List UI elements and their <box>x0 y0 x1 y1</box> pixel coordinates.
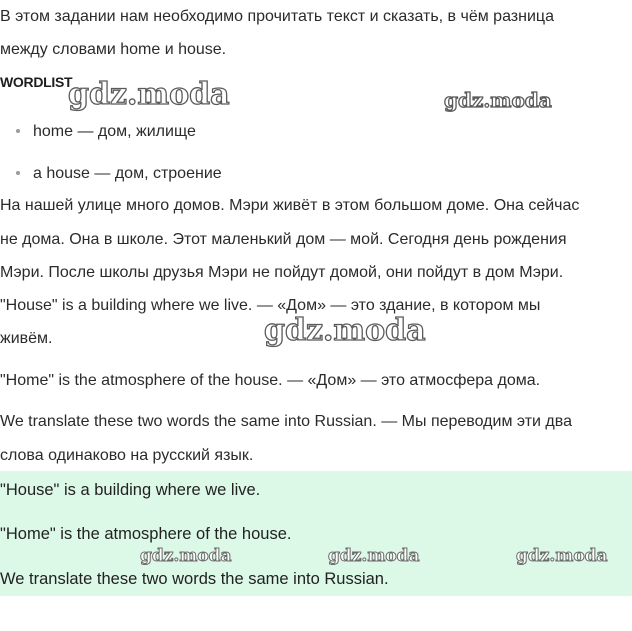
answer-line-1: "House" is a building where we live. <box>0 481 261 499</box>
translation-line-2: не дома. Она в школе. Этот маленький дом — мой. Сегодня день рождения <box>0 231 567 248</box>
wordlist-item-house: a house — дом, строение <box>33 165 222 182</box>
watermark-logo: gdz.moda <box>264 313 426 348</box>
wordlist-item-home: home — дом, жилище <box>33 123 196 140</box>
answer-line-2: "Home" is the atmosphere of the house. <box>0 525 292 543</box>
translation-line-8: слова одинаково на русский язык. <box>0 447 254 464</box>
translation-line-5: живём. <box>0 330 53 347</box>
list-item <box>16 164 222 184</box>
translation-line-4: "House" is a building where we live. — «Дом» — это здание, в котором мы <box>0 297 541 314</box>
watermark-logo: gdz.moda <box>516 546 608 566</box>
translation-line-3: Мэри. После школы друзья Мэри не пойдут домой, они пойдут в дом Мэри. <box>0 264 564 281</box>
watermark-logo: gdz.moda <box>444 88 552 112</box>
translation-line-7: We translate these two words the same into Russian. — Мы переводим эти два <box>0 413 572 430</box>
wordlist-heading: WORDLIST <box>0 74 73 90</box>
list-item <box>16 122 196 142</box>
bullet-icon <box>16 129 20 133</box>
answer-box <box>0 471 632 596</box>
intro-line-2: между словами home и house. <box>0 41 227 58</box>
watermark-logo: gdz.moda <box>140 546 232 566</box>
translation-line-6: "Home" is the atmosphere of the house. — «Дом» — это атмосфера дома. <box>0 372 541 389</box>
bullet-icon <box>16 171 20 175</box>
answer-line-3: We translate these two words the same into Russian. <box>0 570 389 588</box>
intro-line-1: В этом задании нам необходимо прочитать текст и сказать, в чём разница <box>0 8 554 25</box>
translation-line-1: На нашей улице много домов. Мэри живёт в этом большом доме. Она сейчас <box>0 197 580 214</box>
watermark-logo: gdz.moda <box>328 546 420 566</box>
watermark-logo: gdz.moda <box>68 77 230 112</box>
